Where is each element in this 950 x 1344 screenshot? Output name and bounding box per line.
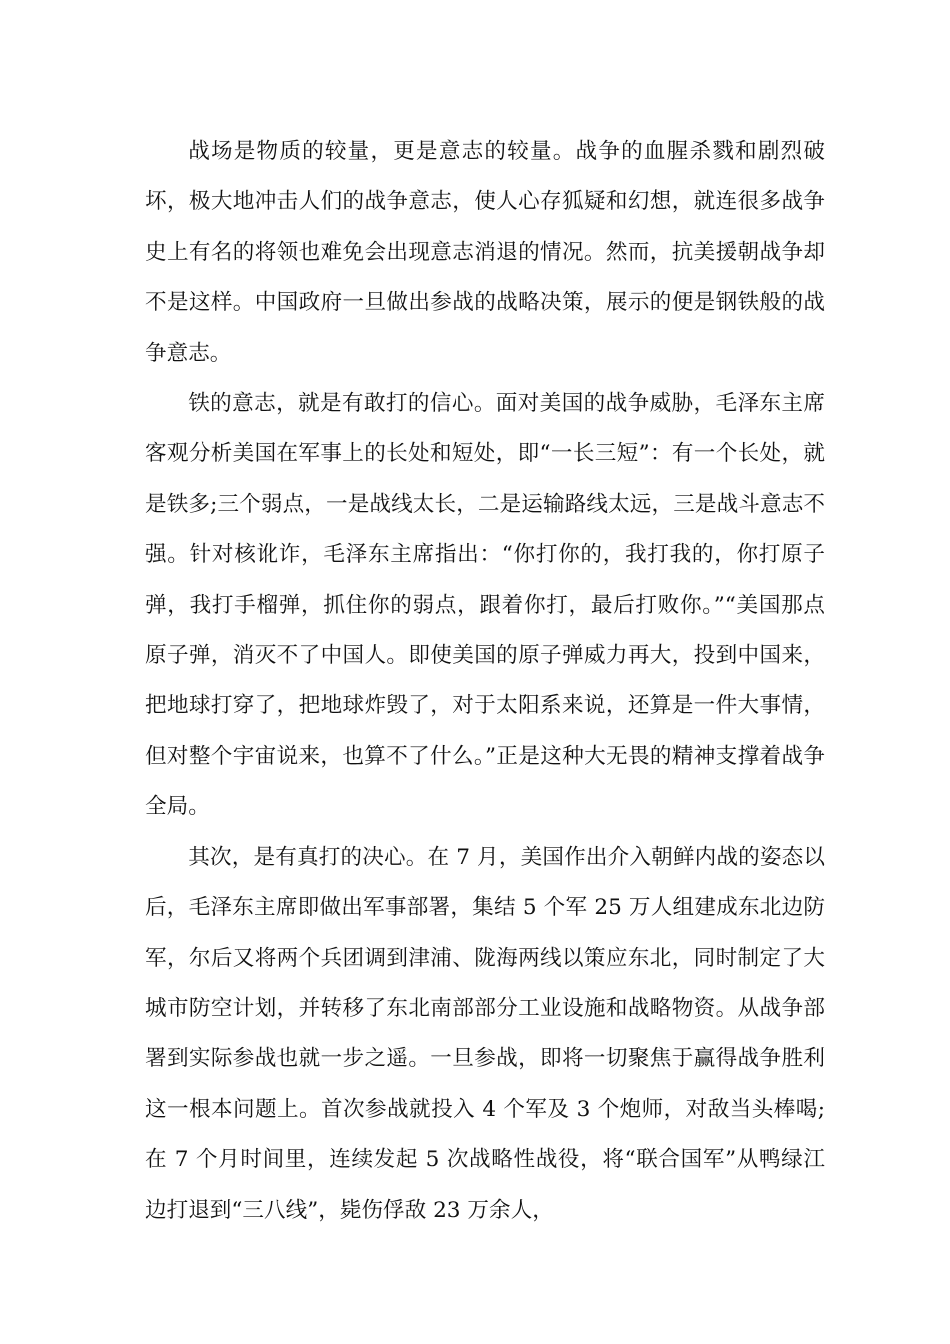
- paragraph-courage-to-fight: 铁的意志，就是有敢打的信心。面对美国的战争威胁，毛泽东主席客观分析美国在军事上的长处和短处，即“一长三短”：有一个长处，就是铁多;三个弱点，一是战线太长，二是运输路线太远，三是战斗意志不强。针对核讹诈，毛泽东主席指出：“你打你的，我打我的，你打原子弹，我打手榴弹，抓住你的弱点，跟着你打，最后打败你。”“美国那点原子弹，消灭不了中国人。即使美国的原子弹威力再大，投到中国来，把地球打穿了，把地球炸毁了，对于太阳系来说，还算是一件大事情，但对整个宇宙说来，也算不了什么。”正是这种大无畏的精神支撑着战争全局。: [145, 391, 825, 820]
- document-body: [145, 127, 825, 1236]
- paragraph-determination-to-fight: 其次，是有真打的决心。在 7 月，美国作出介入朝鲜内战的姿态以后，毛泽东主席即做出军事部署，集结 5 个军 25 万人组建成东北边防军，尔后又将两个兵团调到津浦、陇海两线以策应东北，同时制定了大城市防空计划，并转移了东北南部部分工业设施和战略物资。从战争部署到实际参战也就一步之遥。一旦参战，即将一切聚焦于赢得战争胜利这一根本问题上。首次参战就投入 4 个军及 3 个炮师，对敌当头棒喝;在 7 个月时间里，连续发起 5 次战略性战役，将“联合国军”从鸭绿江边打退到“三八线”，毙伤俘敌 23 万余人，: [145, 844, 825, 1223]
- paragraph-will-of-war: 战场是物质的较量，更是意志的较量。战争的血腥杀戮和剧烈破坏，极大地冲击人们的战争意志，使人心存狐疑和幻想，就连很多战争史上有名的将领也难免会出现意志消退的情况。然而，抗美援朝战争却不是这样。中国政府一旦做出参战的战略决策，展示的便是钢铁般的战争意志。: [145, 139, 825, 366]
